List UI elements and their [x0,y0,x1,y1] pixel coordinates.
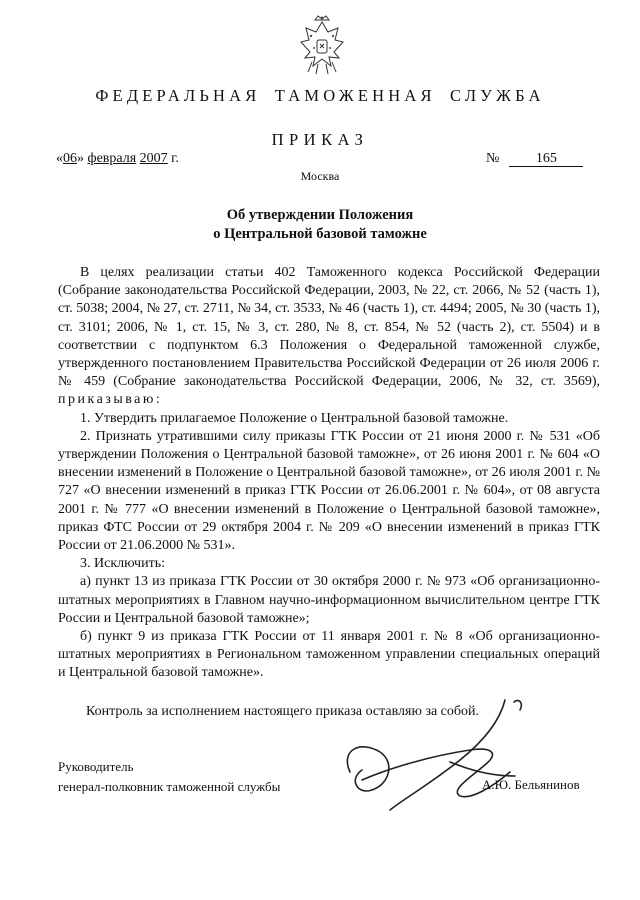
order-subject [0,206,640,244]
subject-line-2: о Центральной базовой таможне [213,226,427,242]
item-3: 3. Исключить: [80,556,165,572]
signatory-name: А.Ю. Бельянинов [482,777,580,792]
date-day: 06 [63,151,77,166]
number-value: 165 [509,151,583,167]
item-1: 1. Утвердить прилагаемое Положение о Центральной базовой таможне. [80,410,509,426]
date-close-quote: » [77,151,84,166]
control-clause: Контроль за исполнением настоящего приказа оставляю за собой. [86,704,480,719]
item-2: 2. Признать утратившими силу приказы ГТК России от 21 июня 2000 г. № 531 «Об утверждении Положения о Центральной базовой таможне», от 26 июня 2001 г. № 604 «О внесении изменений в Положение о Центральной базовой таможне», от 26 июля 2001 г. № 727 «О внесении изменений в приказ ГТК России от 26.06.2001 г. № 604», от 08 августа 2001 г. № 777 «О внесении изменений в Положение о Центральной базовой таможне», приказ ФТС России от 29 октября 2004 г. № 209 «О внесении изменений в приказ ГТК России от 21.06.2000 № 531». [58,428,600,554]
preamble-paragraph [58,264,600,410]
russian-coat-of-arms-icon [298,14,346,78]
city: Москва [300,169,340,183]
date-month: февраля [87,151,137,166]
order-date [56,151,179,167]
position-line-2: генерал-полковник таможенной службы [58,779,281,794]
preamble-decree-word: приказываю: [58,392,163,408]
order-number [486,151,583,167]
document-title: ПРИКАЗ [271,130,369,149]
preamble-text: В целях реализации статьи 402 Таможенного кодекса Российской Федерации (Собрание законодательства Российской Федерации, 2003, № 22, ст. 2066, № 52 (часть 1), ст. 5038; 2004, № 27, ст. 2711, № 34, ст. 3533, № 46 (часть 1), ст. 4494; 2005, № 30 (часть 1), ст. 3101; 2006, № 1, ст. 15, № 3, ст. 280, № 8, ст. 854, № 52 (часть 2), ст. 5504) и в соответствии с подпунктом 6.3 Положения о Федеральной таможенной службе, утвержденного постановлением Правительства Российской Федерации от 26 июля 2006 г. № 459 (Собрание законодательства Российской Федерации, 2006, № 32, ст. 3569), [58,265,600,390]
signatory-position [58,757,280,797]
date-year: 2007 [139,151,168,166]
handwritten-signature [300,680,560,830]
date-suffix: г. [171,151,179,166]
number-label: № [486,151,500,166]
order-body [58,264,600,683]
item-3b: б) пункт 9 из приказа ГТК России от 11 января 2001 г. № 8 «Об организационно-штатных мероприятиях в Региональном таможенном управлении специальных операций и Центральной базовой таможне». [58,629,600,681]
date-open-quote: « [56,151,63,166]
subject-line-1: Об утверждении Положения [226,207,414,223]
item-3a: а) пункт 13 из приказа ГТК России от 30 октября 2000 г. № 973 «Об организационно-штатных мероприятиях в Главном научно-информационном вычислительном центре ГТК России и Центральной базовой таможне»; [58,574,600,626]
agency-name: ФЕДЕРАЛЬНАЯ ТАМОЖЕННАЯ СЛУЖБА [95,86,545,105]
position-line-1: Руководитель [58,759,134,774]
